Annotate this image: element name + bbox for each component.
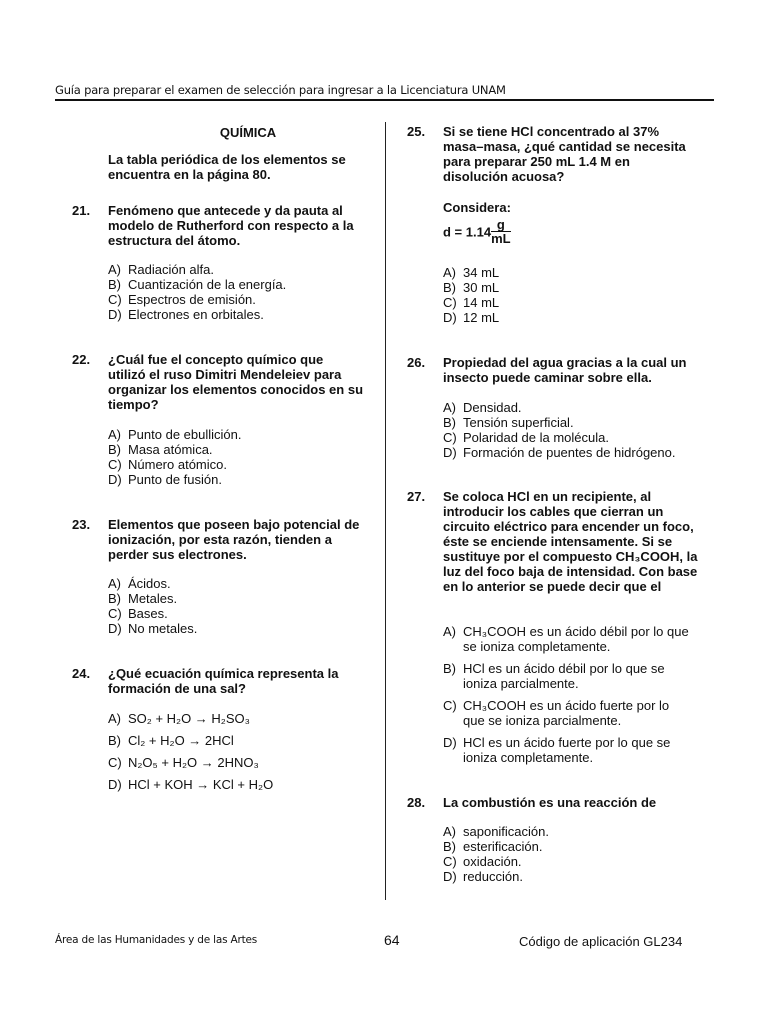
question-number: 25. (407, 124, 426, 139)
question-number: 26. (407, 355, 426, 370)
question-text: La combustión es una reacción de (443, 795, 657, 810)
option-25-b[interactable]: B) 30 mL (443, 280, 500, 295)
option-24-c[interactable]: C) N₂O₅ + H₂O → 2HNO₃ (108, 755, 259, 770)
options-27 (443, 624, 693, 772)
option-25-a[interactable]: A) 34 mL (443, 265, 500, 280)
application-code: Código de aplicación GL234 (519, 934, 683, 949)
question-text: Elementos que poseen bajo potencial de ionización, por esta razón, tienden a perder sus electrones. (108, 517, 360, 562)
formula-denominator: mL (491, 231, 511, 246)
option-27-c[interactable]: C) CH₃COOH es un ácido fuerte por lo que se ioniza parcialmente. (443, 698, 670, 728)
question-number: 22. (72, 352, 91, 367)
page-number: 64 (384, 932, 400, 948)
option-26-d[interactable]: D) Formación de puentes de hidrógeno. (443, 445, 676, 460)
option-22-c[interactable]: C) Número atómico. (108, 457, 227, 472)
options-25 (443, 265, 499, 325)
question-number: 23. (72, 517, 91, 532)
option-27-b[interactable]: B) HCl es un ácido débil por lo que se ioniza parcialmente. (443, 661, 665, 691)
option-24-d[interactable]: D) HCl + KOH → KCl + H₂O (108, 777, 274, 792)
option-27-a[interactable]: A) CH₃COOH es un ácido débil por lo que se ioniza completamente. (443, 624, 689, 654)
option-21-a[interactable]: A) Radiación alfa. (108, 262, 214, 277)
section-title: QUÍMICA (219, 125, 277, 140)
option-21-c[interactable]: C) Espectros de emisión. (108, 292, 256, 307)
option-21-d[interactable]: D) Electrones en orbitales. (108, 307, 264, 322)
question-text: ¿Cuál fue el concepto químico que utilizó el ruso Dimitri Mendeleiev para organizar los elementos conocidos en su tiempo? (108, 352, 364, 412)
header-rule (55, 99, 714, 101)
option-26-c[interactable]: C) Polaridad de la molécula. (443, 430, 609, 445)
question-text: Se coloca HCl en un recipiente, al introducir los cables que cierran un circuito eléctrico para encender un foco, éste se enciende intensamente. Si se sustituye por el compuesto CH₃COOH, la luz del foco baja de intensidad. Con base en lo anterior se puede decir que el (443, 489, 698, 594)
page-header: Guía para preparar el examen de selección para ingresar a la Licenciatura UNAM (55, 83, 506, 97)
question-text: Si se tiene HCl concentrado al 37% masa–masa, ¿qué cantidad se necesita para preparar 250 mL 1.4 M en disolución acuosa? (443, 124, 686, 184)
question-number: 21. (72, 203, 91, 218)
option-23-b[interactable]: B) Metales. (108, 591, 178, 606)
option-26-a[interactable]: A) Densidad. (443, 400, 522, 415)
question-number: 27. (407, 489, 426, 504)
options-21 (108, 262, 286, 322)
option-23-d[interactable]: D) No metales. (108, 621, 198, 636)
consider-label: Considera: (443, 200, 511, 215)
option-28-a[interactable]: A) saponificación. (443, 824, 549, 839)
formula-numerator: g (491, 218, 511, 232)
option-25-c[interactable]: C) 14 mL (443, 295, 500, 310)
option-24-a[interactable]: A) SO₂ + H₂O → H₂SO₃ (108, 711, 250, 726)
formula-fraction (491, 218, 511, 246)
density-formula (443, 218, 511, 246)
question-text: Fenómeno que antecede y da pauta al modelo de Rutherford con respecto a la estructura del átomo. (108, 203, 354, 248)
option-26-b[interactable]: B) Tensión superficial. (443, 415, 574, 430)
option-21-b[interactable]: B) Cuantización de la energía. (108, 277, 287, 292)
option-22-b[interactable]: B) Masa atómica. (108, 442, 213, 457)
options-24 (108, 711, 273, 799)
option-25-d[interactable]: D) 12 mL (443, 310, 500, 325)
question-number: 24. (72, 666, 91, 681)
options-22 (108, 427, 241, 487)
question-text: Propiedad del agua gracias a la cual un insecto puede caminar sobre ella. (443, 355, 687, 385)
option-28-c[interactable]: C) oxidación. (443, 854, 522, 869)
question-number: 28. (407, 795, 426, 810)
section-intro: La tabla periódica de los elementos se encuentra en la página 80. (108, 152, 346, 182)
options-23 (108, 576, 197, 636)
option-23-a[interactable]: A) Ácidos. (108, 576, 171, 591)
option-24-b[interactable]: B) Cl₂ + H₂O → 2HCl (108, 733, 234, 748)
options-28 (443, 824, 549, 884)
formula-lhs: d = 1.14 (443, 224, 492, 240)
option-27-d[interactable]: D) HCl es un ácido fuerte por lo que se ioniza completamente. (443, 735, 671, 765)
option-22-d[interactable]: D) Punto de fusión. (108, 472, 222, 487)
column-divider (385, 122, 386, 900)
option-28-b[interactable]: B) esterificación. (443, 839, 543, 854)
option-23-c[interactable]: C) Bases. (108, 606, 168, 621)
option-22-a[interactable]: A) Punto de ebullición. (108, 427, 242, 442)
options-26 (443, 400, 675, 460)
question-text: ¿Qué ecuación química representa la formación de una sal? (108, 666, 339, 696)
option-28-d[interactable]: D) reducción. (443, 869, 523, 884)
footer-area: Área de las Humanidades y de las Artes (55, 934, 258, 946)
